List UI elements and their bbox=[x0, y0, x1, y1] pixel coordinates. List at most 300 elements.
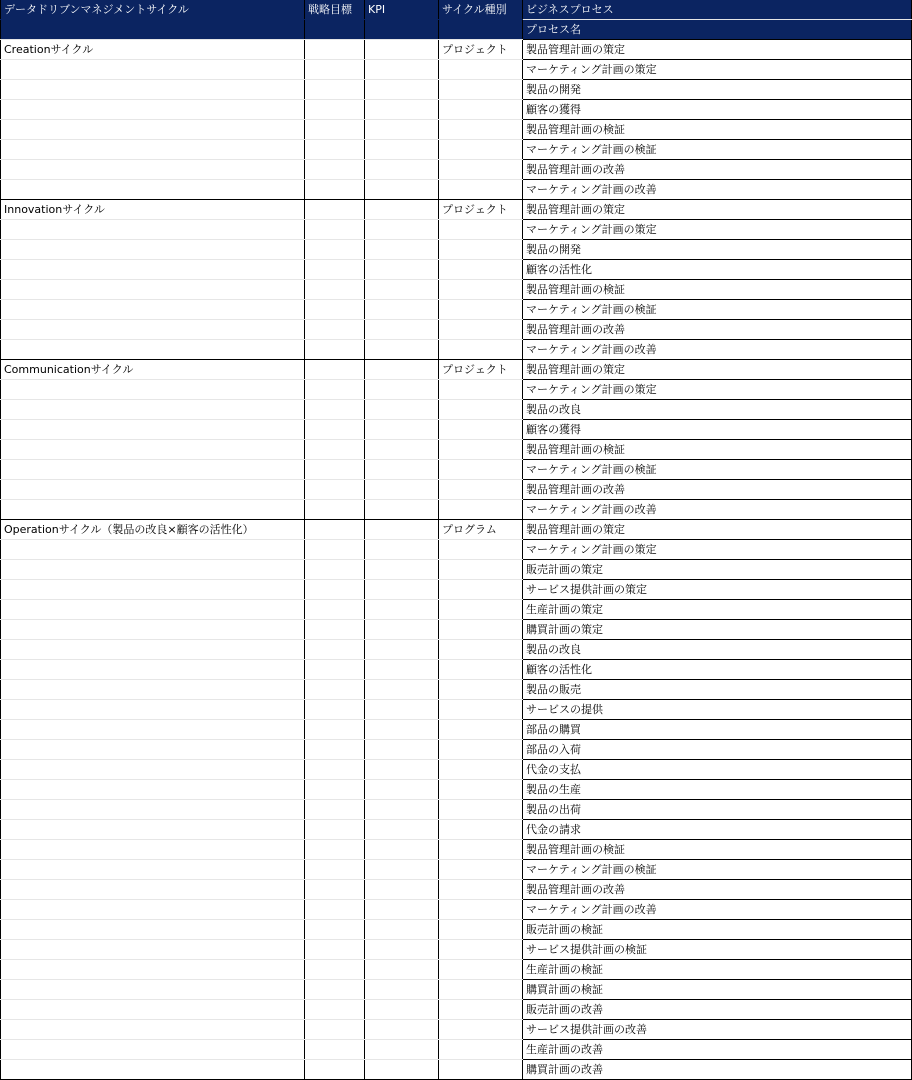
cycle-cell[interactable] bbox=[1, 320, 305, 340]
cycle-cell[interactable] bbox=[1, 480, 305, 500]
cycle-cell[interactable] bbox=[1, 620, 305, 640]
header-strategy[interactable]: 戦略目標 bbox=[305, 0, 365, 20]
kpi-cell[interactable] bbox=[365, 240, 439, 260]
table-row bbox=[1, 620, 912, 640]
process-name-cell[interactable]: サービスの提供 bbox=[523, 700, 912, 720]
process-name-cell[interactable]: 製品管理計画の改善 bbox=[523, 160, 912, 180]
kpi-cell[interactable] bbox=[365, 620, 439, 640]
table-row bbox=[1, 1040, 912, 1060]
strategy-cell[interactable] bbox=[305, 480, 365, 500]
strategy-cell[interactable] bbox=[305, 580, 365, 600]
cycle-cell[interactable] bbox=[1, 300, 305, 320]
kpi-cell[interactable] bbox=[365, 340, 439, 360]
cycle-cell[interactable] bbox=[1, 460, 305, 480]
kpi-cell[interactable] bbox=[365, 200, 439, 220]
kpi-cell[interactable] bbox=[365, 100, 439, 120]
process-name-cell[interactable]: 販売計画の改善 bbox=[523, 1000, 912, 1020]
process-name-cell[interactable]: 顧客の活性化 bbox=[523, 260, 912, 280]
cycle-type-cell[interactable] bbox=[439, 380, 523, 400]
strategy-cell[interactable] bbox=[305, 680, 365, 700]
table-row bbox=[1, 200, 912, 220]
table-row bbox=[1, 920, 912, 940]
cycle-cell[interactable]: Creationサイクル bbox=[1, 40, 305, 60]
kpi-cell[interactable] bbox=[365, 260, 439, 280]
cycle-cell[interactable]: Communicationサイクル bbox=[1, 360, 305, 380]
cycle-type-cell[interactable] bbox=[439, 60, 523, 80]
cycle-cell[interactable] bbox=[1, 220, 305, 240]
cycle-cell[interactable] bbox=[1, 880, 305, 900]
table-row bbox=[1, 500, 912, 520]
header-strategy-cont[interactable] bbox=[305, 20, 365, 40]
kpi-cell[interactable] bbox=[365, 660, 439, 680]
cycle-type-cell[interactable] bbox=[439, 640, 523, 660]
strategy-cell[interactable] bbox=[305, 940, 365, 960]
cycle-type-cell[interactable] bbox=[439, 340, 523, 360]
kpi-cell[interactable] bbox=[365, 320, 439, 340]
strategy-cell[interactable] bbox=[305, 740, 365, 760]
cycle-type-cell[interactable] bbox=[439, 260, 523, 280]
cycle-type-cell[interactable] bbox=[439, 660, 523, 680]
subheader-row bbox=[1, 20, 912, 40]
kpi-cell[interactable] bbox=[365, 500, 439, 520]
cycle-cell[interactable] bbox=[1, 700, 305, 720]
cycle-type-cell[interactable] bbox=[439, 1020, 523, 1040]
kpi-cell[interactable] bbox=[365, 840, 439, 860]
kpi-cell[interactable] bbox=[365, 1060, 439, 1080]
cycle-cell[interactable] bbox=[1, 180, 305, 200]
table-row bbox=[1, 220, 912, 240]
cycle-type-cell[interactable] bbox=[439, 220, 523, 240]
kpi-cell[interactable] bbox=[365, 580, 439, 600]
strategy-cell[interactable] bbox=[305, 780, 365, 800]
process-name-cell[interactable]: 製品の改良 bbox=[523, 400, 912, 420]
table-row bbox=[1, 320, 912, 340]
process-name-cell[interactable]: 製品の開発 bbox=[523, 80, 912, 100]
cycle-type-cell[interactable] bbox=[439, 300, 523, 320]
header-business-process[interactable]: ビジネスプロセス bbox=[523, 0, 912, 20]
strategy-cell[interactable] bbox=[305, 120, 365, 140]
cycle-cell[interactable] bbox=[1, 160, 305, 180]
table-row bbox=[1, 40, 912, 60]
cycle-type-cell[interactable] bbox=[439, 1000, 523, 1020]
strategy-cell[interactable] bbox=[305, 900, 365, 920]
strategy-cell[interactable] bbox=[305, 720, 365, 740]
cycle-type-cell[interactable] bbox=[439, 120, 523, 140]
cycle-type-cell[interactable] bbox=[439, 740, 523, 760]
cycle-cell[interactable] bbox=[1, 240, 305, 260]
cycle-type-cell[interactable] bbox=[439, 560, 523, 580]
cycle-type-cell[interactable] bbox=[439, 320, 523, 340]
kpi-cell[interactable] bbox=[365, 940, 439, 960]
kpi-cell[interactable] bbox=[365, 300, 439, 320]
cycle-cell[interactable] bbox=[1, 600, 305, 620]
strategy-cell[interactable] bbox=[305, 640, 365, 660]
kpi-cell[interactable] bbox=[365, 120, 439, 140]
strategy-cell[interactable] bbox=[305, 980, 365, 1000]
strategy-cell[interactable] bbox=[305, 1020, 365, 1040]
strategy-cell[interactable] bbox=[305, 60, 365, 80]
header-kpi-cont[interactable] bbox=[365, 20, 439, 40]
kpi-cell[interactable] bbox=[365, 420, 439, 440]
strategy-cell[interactable] bbox=[305, 180, 365, 200]
cycle-cell[interactable] bbox=[1, 860, 305, 880]
kpi-cell[interactable] bbox=[365, 380, 439, 400]
process-name-cell[interactable]: 製品の生産 bbox=[523, 780, 912, 800]
cycle-cell[interactable] bbox=[1, 900, 305, 920]
kpi-cell[interactable] bbox=[365, 400, 439, 420]
strategy-cell[interactable] bbox=[305, 40, 365, 60]
cycle-cell[interactable] bbox=[1, 60, 305, 80]
cycle-cell[interactable] bbox=[1, 1060, 305, 1080]
cycle-type-cell[interactable] bbox=[439, 980, 523, 1000]
cycle-cell[interactable] bbox=[1, 120, 305, 140]
header-cycle-type-cont[interactable] bbox=[439, 20, 523, 40]
cycle-cell[interactable] bbox=[1, 660, 305, 680]
cycle-cell[interactable] bbox=[1, 140, 305, 160]
cycle-cell[interactable] bbox=[1, 980, 305, 1000]
cycle-type-cell[interactable] bbox=[439, 920, 523, 940]
process-name-cell[interactable]: マーケティング計画の策定 bbox=[523, 220, 912, 240]
strategy-cell[interactable] bbox=[305, 1060, 365, 1080]
strategy-cell[interactable] bbox=[305, 600, 365, 620]
process-name-cell[interactable]: マーケティング計画の改善 bbox=[523, 900, 912, 920]
process-name-cell[interactable]: 生産計画の改善 bbox=[523, 1040, 912, 1060]
table-row bbox=[1, 880, 912, 900]
cycle-cell[interactable] bbox=[1, 260, 305, 280]
process-name-cell[interactable]: マーケティング計画の策定 bbox=[523, 540, 912, 560]
cycle-type-cell[interactable]: プログラム bbox=[439, 520, 523, 540]
cycle-type-cell[interactable] bbox=[439, 680, 523, 700]
table-row bbox=[1, 540, 912, 560]
process-name-cell[interactable]: 部品の購買 bbox=[523, 720, 912, 740]
cycle-type-cell[interactable] bbox=[439, 100, 523, 120]
strategy-cell[interactable] bbox=[305, 920, 365, 940]
strategy-cell[interactable] bbox=[305, 420, 365, 440]
kpi-cell[interactable] bbox=[365, 80, 439, 100]
strategy-cell[interactable] bbox=[305, 540, 365, 560]
process-name-cell[interactable]: 製品管理計画の検証 bbox=[523, 280, 912, 300]
strategy-cell[interactable] bbox=[305, 840, 365, 860]
process-name-cell[interactable]: 製品の販売 bbox=[523, 680, 912, 700]
strategy-cell[interactable] bbox=[305, 960, 365, 980]
table-row bbox=[1, 760, 912, 780]
kpi-cell[interactable] bbox=[365, 440, 439, 460]
process-name-cell[interactable]: マーケティング計画の検証 bbox=[523, 300, 912, 320]
kpi-cell[interactable] bbox=[365, 680, 439, 700]
process-name-cell[interactable]: 製品管理計画の策定 bbox=[523, 520, 912, 540]
strategy-cell[interactable] bbox=[305, 400, 365, 420]
cycle-cell[interactable] bbox=[1, 560, 305, 580]
process-name-cell[interactable]: 製品の改良 bbox=[523, 640, 912, 660]
strategy-cell[interactable] bbox=[305, 160, 365, 180]
cycle-type-cell[interactable]: プロジェクト bbox=[439, 40, 523, 60]
cycle-cell[interactable] bbox=[1, 920, 305, 940]
strategy-cell[interactable] bbox=[305, 100, 365, 120]
strategy-cell[interactable] bbox=[305, 140, 365, 160]
strategy-cell[interactable] bbox=[305, 80, 365, 100]
process-name-cell[interactable]: 製品管理計画の策定 bbox=[523, 360, 912, 380]
header-cycle[interactable]: データドリブンマネジメントサイクル bbox=[1, 0, 305, 20]
table-row bbox=[1, 780, 912, 800]
cycle-cell[interactable]: Operationサイクル（製品の改良×顧客の活性化） bbox=[1, 520, 305, 540]
process-name-cell[interactable]: 購買計画の改善 bbox=[523, 1060, 912, 1080]
strategy-cell[interactable] bbox=[305, 360, 365, 380]
cycle-type-cell[interactable] bbox=[439, 800, 523, 820]
kpi-cell[interactable] bbox=[365, 1020, 439, 1040]
kpi-cell[interactable] bbox=[365, 900, 439, 920]
process-name-cell[interactable]: 顧客の獲得 bbox=[523, 100, 912, 120]
cycle-cell[interactable] bbox=[1, 940, 305, 960]
header-process-name[interactable]: プロセス名 bbox=[523, 20, 912, 40]
cycle-cell[interactable] bbox=[1, 280, 305, 300]
process-name-cell[interactable]: 生産計画の策定 bbox=[523, 600, 912, 620]
cycle-cell[interactable] bbox=[1, 840, 305, 860]
table-row bbox=[1, 840, 912, 860]
strategy-cell[interactable] bbox=[305, 280, 365, 300]
cycle-type-cell[interactable] bbox=[439, 1060, 523, 1080]
process-name-cell[interactable]: 代金の請求 bbox=[523, 820, 912, 840]
cycle-cell[interactable] bbox=[1, 420, 305, 440]
process-name-cell[interactable]: 販売計画の策定 bbox=[523, 560, 912, 580]
process-name-cell[interactable]: マーケティング計画の検証 bbox=[523, 460, 912, 480]
process-name-cell[interactable]: 製品管理計画の検証 bbox=[523, 120, 912, 140]
process-name-cell[interactable]: マーケティング計画の検証 bbox=[523, 140, 912, 160]
kpi-cell[interactable] bbox=[365, 780, 439, 800]
cycle-type-cell[interactable] bbox=[439, 620, 523, 640]
cycle-type-cell[interactable] bbox=[439, 420, 523, 440]
process-name-cell[interactable]: 製品管理計画の改善 bbox=[523, 880, 912, 900]
process-name-cell[interactable]: 購買計画の策定 bbox=[523, 620, 912, 640]
cycle-type-cell[interactable] bbox=[439, 180, 523, 200]
process-name-cell[interactable]: 部品の入荷 bbox=[523, 740, 912, 760]
strategy-cell[interactable] bbox=[305, 660, 365, 680]
table-row bbox=[1, 860, 912, 880]
table-row bbox=[1, 980, 912, 1000]
cycle-type-cell[interactable] bbox=[439, 80, 523, 100]
strategy-cell[interactable] bbox=[305, 820, 365, 840]
kpi-cell[interactable] bbox=[365, 820, 439, 840]
cycle-cell[interactable] bbox=[1, 540, 305, 560]
process-name-cell[interactable]: 製品管理計画の検証 bbox=[523, 840, 912, 860]
cycle-type-cell[interactable] bbox=[439, 940, 523, 960]
strategy-cell[interactable] bbox=[305, 860, 365, 880]
process-name-cell[interactable]: 製品管理計画の改善 bbox=[523, 480, 912, 500]
process-name-cell[interactable]: 購買計画の検証 bbox=[523, 980, 912, 1000]
cycle-type-cell[interactable] bbox=[439, 500, 523, 520]
table-row bbox=[1, 400, 912, 420]
cycle-cell[interactable]: Innovationサイクル bbox=[1, 200, 305, 220]
kpi-cell[interactable] bbox=[365, 220, 439, 240]
process-name-cell[interactable]: 顧客の活性化 bbox=[523, 660, 912, 680]
process-name-cell[interactable]: マーケティング計画の改善 bbox=[523, 180, 912, 200]
cycle-type-cell[interactable]: プロジェクト bbox=[439, 200, 523, 220]
cycle-type-cell[interactable] bbox=[439, 580, 523, 600]
kpi-cell[interactable] bbox=[365, 860, 439, 880]
kpi-cell[interactable] bbox=[365, 160, 439, 180]
strategy-cell[interactable] bbox=[305, 800, 365, 820]
table-row bbox=[1, 280, 912, 300]
kpi-cell[interactable] bbox=[365, 720, 439, 740]
strategy-cell[interactable] bbox=[305, 880, 365, 900]
cycle-type-cell[interactable] bbox=[439, 760, 523, 780]
kpi-cell[interactable] bbox=[365, 560, 439, 580]
kpi-cell[interactable] bbox=[365, 640, 439, 660]
kpi-cell[interactable] bbox=[365, 1000, 439, 1020]
process-name-cell[interactable]: 製品の開発 bbox=[523, 240, 912, 260]
strategy-cell[interactable] bbox=[305, 200, 365, 220]
kpi-cell[interactable] bbox=[365, 480, 439, 500]
process-name-cell[interactable]: 製品管理計画の策定 bbox=[523, 40, 912, 60]
cycle-type-cell[interactable] bbox=[439, 480, 523, 500]
cycle-type-cell[interactable] bbox=[439, 960, 523, 980]
process-name-cell[interactable]: 販売計画の検証 bbox=[523, 920, 912, 940]
kpi-cell[interactable] bbox=[365, 960, 439, 980]
kpi-cell[interactable] bbox=[365, 760, 439, 780]
cycle-cell[interactable] bbox=[1, 100, 305, 120]
cycle-cell[interactable] bbox=[1, 760, 305, 780]
strategy-cell[interactable] bbox=[305, 500, 365, 520]
process-name-cell[interactable]: マーケティング計画の策定 bbox=[523, 60, 912, 80]
kpi-cell[interactable] bbox=[365, 920, 439, 940]
cycle-cell[interactable] bbox=[1, 960, 305, 980]
kpi-cell[interactable] bbox=[365, 540, 439, 560]
strategy-cell[interactable] bbox=[305, 240, 365, 260]
header-cycle-type[interactable]: サイクル種別 bbox=[439, 0, 523, 20]
cycle-type-cell[interactable] bbox=[439, 820, 523, 840]
cycle-type-cell[interactable] bbox=[439, 160, 523, 180]
cycle-type-cell[interactable] bbox=[439, 900, 523, 920]
cycle-type-cell[interactable] bbox=[439, 280, 523, 300]
table-row bbox=[1, 940, 912, 960]
process-name-cell[interactable]: マーケティング計画の検証 bbox=[523, 860, 912, 880]
strategy-cell[interactable] bbox=[305, 760, 365, 780]
cycle-cell[interactable] bbox=[1, 500, 305, 520]
table-row bbox=[1, 420, 912, 440]
cycle-cell[interactable] bbox=[1, 1000, 305, 1020]
table-row bbox=[1, 300, 912, 320]
cycle-type-cell[interactable] bbox=[439, 140, 523, 160]
table-row bbox=[1, 120, 912, 140]
cycle-type-cell[interactable] bbox=[439, 400, 523, 420]
cycle-type-cell[interactable] bbox=[439, 1040, 523, 1060]
process-name-cell[interactable]: 顧客の獲得 bbox=[523, 420, 912, 440]
table-row bbox=[1, 100, 912, 120]
cycle-type-cell[interactable] bbox=[439, 860, 523, 880]
cycle-type-cell[interactable]: プロジェクト bbox=[439, 360, 523, 380]
strategy-cell[interactable] bbox=[305, 340, 365, 360]
kpi-cell[interactable] bbox=[365, 980, 439, 1000]
cycle-cell[interactable] bbox=[1, 740, 305, 760]
kpi-cell[interactable] bbox=[365, 880, 439, 900]
cycle-type-cell[interactable] bbox=[439, 460, 523, 480]
kpi-cell[interactable] bbox=[365, 740, 439, 760]
cycle-type-cell[interactable] bbox=[439, 700, 523, 720]
table-row bbox=[1, 160, 912, 180]
cycle-type-cell[interactable] bbox=[439, 780, 523, 800]
cycle-cell[interactable] bbox=[1, 1020, 305, 1040]
table-row bbox=[1, 1060, 912, 1080]
cycle-cell[interactable] bbox=[1, 1040, 305, 1060]
strategy-cell[interactable] bbox=[305, 260, 365, 280]
kpi-cell[interactable] bbox=[365, 60, 439, 80]
cycle-cell[interactable] bbox=[1, 440, 305, 460]
process-name-cell[interactable]: マーケティング計画の改善 bbox=[523, 340, 912, 360]
strategy-cell[interactable] bbox=[305, 380, 365, 400]
process-name-cell[interactable]: 製品管理計画の検証 bbox=[523, 440, 912, 460]
cycle-cell[interactable] bbox=[1, 80, 305, 100]
cycle-type-cell[interactable] bbox=[439, 720, 523, 740]
strategy-cell[interactable] bbox=[305, 300, 365, 320]
kpi-cell[interactable] bbox=[365, 280, 439, 300]
strategy-cell[interactable] bbox=[305, 1000, 365, 1020]
strategy-cell[interactable] bbox=[305, 700, 365, 720]
process-name-cell[interactable]: サービス提供計画の検証 bbox=[523, 940, 912, 960]
process-name-cell[interactable]: 生産計画の検証 bbox=[523, 960, 912, 980]
table-row bbox=[1, 520, 912, 540]
kpi-cell[interactable] bbox=[365, 460, 439, 480]
kpi-cell[interactable] bbox=[365, 800, 439, 820]
kpi-cell[interactable] bbox=[365, 600, 439, 620]
table-row bbox=[1, 80, 912, 100]
cycle-type-cell[interactable] bbox=[439, 540, 523, 560]
table-row bbox=[1, 960, 912, 980]
cycle-cell[interactable] bbox=[1, 680, 305, 700]
cycle-type-cell[interactable] bbox=[439, 240, 523, 260]
cycle-type-cell[interactable] bbox=[439, 440, 523, 460]
strategy-cell[interactable] bbox=[305, 320, 365, 340]
cycle-type-cell[interactable] bbox=[439, 880, 523, 900]
process-name-cell[interactable]: マーケティング計画の策定 bbox=[523, 380, 912, 400]
process-name-cell[interactable]: 代金の支払 bbox=[523, 760, 912, 780]
table-row bbox=[1, 820, 912, 840]
strategy-cell[interactable] bbox=[305, 460, 365, 480]
table-row bbox=[1, 480, 912, 500]
header-cycle-cont[interactable] bbox=[1, 20, 305, 40]
kpi-cell[interactable] bbox=[365, 520, 439, 540]
header-kpi[interactable]: KPI bbox=[365, 0, 439, 20]
kpi-cell[interactable] bbox=[365, 40, 439, 60]
cycle-cell[interactable] bbox=[1, 380, 305, 400]
strategy-cell[interactable] bbox=[305, 220, 365, 240]
process-name-cell[interactable]: 製品管理計画の策定 bbox=[523, 200, 912, 220]
strategy-cell[interactable] bbox=[305, 520, 365, 540]
strategy-cell[interactable] bbox=[305, 620, 365, 640]
cycle-cell[interactable] bbox=[1, 820, 305, 840]
process-name-cell[interactable]: マーケティング計画の改善 bbox=[523, 500, 912, 520]
kpi-cell[interactable] bbox=[365, 360, 439, 380]
process-name-cell[interactable]: サービス提供計画の改善 bbox=[523, 1020, 912, 1040]
strategy-cell[interactable] bbox=[305, 440, 365, 460]
process-name-cell[interactable]: 製品管理計画の改善 bbox=[523, 320, 912, 340]
process-name-cell[interactable]: 製品の出荷 bbox=[523, 800, 912, 820]
cycle-type-cell[interactable] bbox=[439, 600, 523, 620]
kpi-cell[interactable] bbox=[365, 700, 439, 720]
kpi-cell[interactable] bbox=[365, 140, 439, 160]
kpi-cell[interactable] bbox=[365, 180, 439, 200]
cycle-cell[interactable] bbox=[1, 400, 305, 420]
strategy-cell[interactable] bbox=[305, 560, 365, 580]
cycle-cell[interactable] bbox=[1, 800, 305, 820]
kpi-cell[interactable] bbox=[365, 1040, 439, 1060]
cycle-cell[interactable] bbox=[1, 720, 305, 740]
process-name-cell[interactable]: サービス提供計画の策定 bbox=[523, 580, 912, 600]
cycle-cell[interactable] bbox=[1, 640, 305, 660]
cycle-cell[interactable] bbox=[1, 780, 305, 800]
strategy-cell[interactable] bbox=[305, 1040, 365, 1060]
cycle-type-cell[interactable] bbox=[439, 840, 523, 860]
cycle-cell[interactable] bbox=[1, 340, 305, 360]
cycle-cell[interactable] bbox=[1, 580, 305, 600]
